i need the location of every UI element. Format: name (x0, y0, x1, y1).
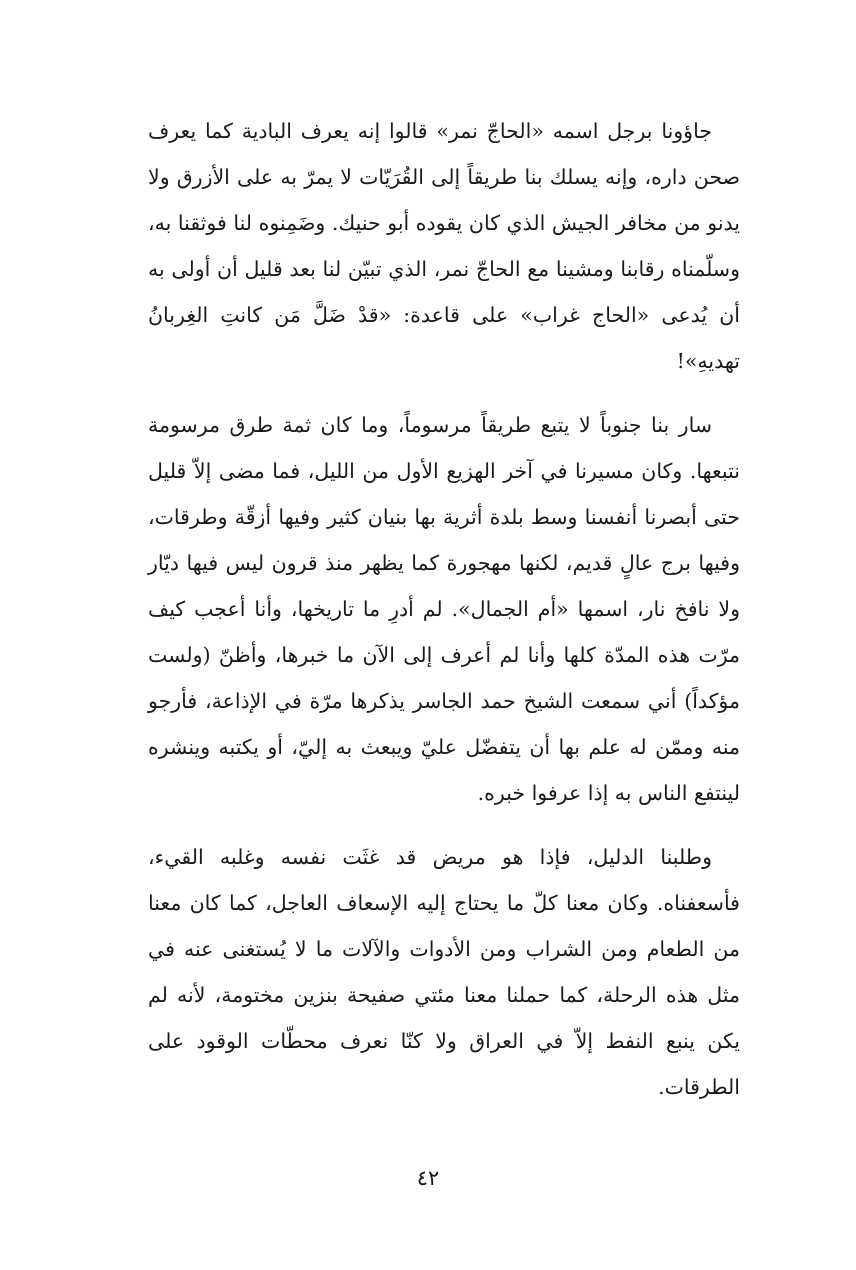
paragraph-1: جاؤونا برجل اسمه «الحاجّ نمر» قالوا إنه يعرف البادية كما يعرف صحن داره، وإنه يسلك بنا طريقاً إلى القُرَيّات لا يمرّ به على الأزرق ولا يدنو من مخافر الجيش الذي كان يقوده أبو حنيك. وضَمِنوه لنا فوثقنا به، وسلّمناه رقابنا ومشينا مع الحاجّ نمر، الذي تبيّن لنا بعد قليل أن أولى به أن يُدعى «الحاج غراب» على قاعدة: «قدْ ضَلَّ مَن كانتِ الغِربانُ تهديهِ»! (148, 119, 740, 373)
page-number: ٤٢ (416, 1166, 440, 1190)
paragraph-3: وطلبنا الدليل، فإذا هو مريض قد غثَت نفسه وغلبه القيء، فأسعفناه. وكان معنا كلّ ما يحتاج إليه الإسعاف العاجل، كما كان معنا من الطعام ومن الشراب ومن الأدوات والآلات ما لا يُستغنى عنه في مثل هذه الرحلة، كما حملنا معنا مئتي صفيحة بنزين مختومة، لأنه لم يكن ينبع النفط إلاّ في العراق ولا كنّا نعرف محطّات الوقود على الطرقات. (148, 845, 740, 1099)
paragraph-2: سار بنا جنوباً لا يتبع طريقاً مرسوماً، وما كان ثمة طرق مرسومة نتبعها. وكان مسيرنا في آخر الهزيع الأول من الليل، فما مضى إلاّ قليل حتى أبصرنا أنفسنا وسط بلدة أثرية بها بنيان كثير وفيها أزقّة وطرقات، وفيها برج عالٍ قديم، لكنها مهجورة كما يظهر منذ قرون ليس فيها ديّار ولا نافخ نار، اسمها «أم الجمال». لم أدرِ ما تاريخها، وأنا أعجب كيف مرّت هذه المدّة كلها وأنا لم أعرف إلى الآن ما خبرها، وأظنّ (ولست مؤكداً) أني سمعت الشيخ حمد الجاسر يذكرها مرّة في الإذاعة، فأرجو منه وممّن له علم بها أن يتفضّل عليّ ويبعث به إليّ، أو يكتبه وينشره لينتفع الناس به إذا عرفوا خبره. (148, 413, 740, 805)
body-text (148, 108, 740, 1128)
